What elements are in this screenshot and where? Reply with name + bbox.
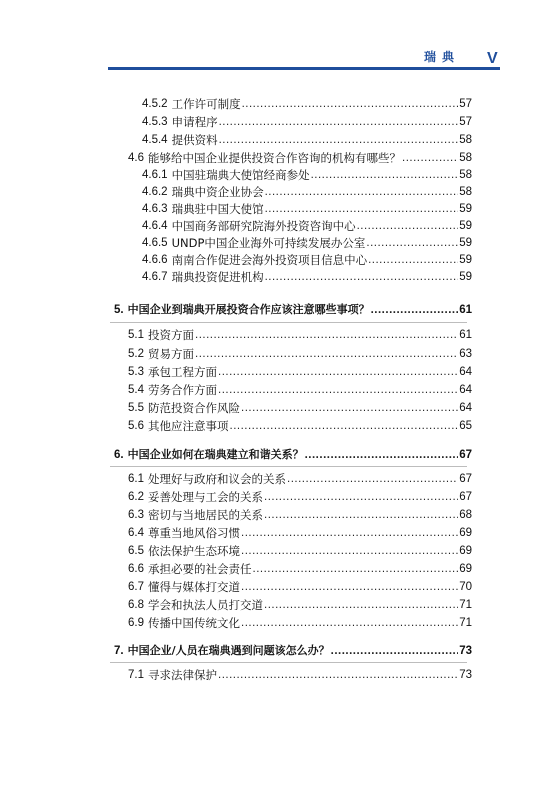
toc-entry-6-6[interactable] [128,560,472,576]
toc-number: 7.1 [128,669,144,681]
toc-number: 7. [114,645,124,657]
toc-entry-6-9[interactable] [128,614,472,630]
toc-entry-7-1[interactable] [128,666,472,682]
toc-title: 传播中国传统文化 [148,616,240,630]
toc-entry-5-2[interactable] [128,345,472,361]
toc-title: 贸易方面 [148,347,194,361]
toc-entry-4-6-6[interactable] [142,251,472,267]
toc-leader [230,419,459,433]
toc-number: 4.6 [128,152,144,164]
toc-number: 6.4 [128,527,144,539]
toc-page: 64 [459,402,472,414]
toc-number: 4.6.3 [142,203,168,215]
toc-entry-4-6-1[interactable] [142,166,472,182]
toc-leader [371,303,459,317]
toc-page: 59 [459,203,472,215]
toc-number: 4.6.6 [142,254,168,266]
toc-number: 4.6.7 [142,271,168,283]
toc-entry-6-3[interactable] [128,506,472,522]
toc-title: 投资方面 [148,328,194,342]
toc-leader [366,236,458,250]
toc-page: 67 [459,473,472,485]
toc-entry-4-6-3[interactable] [142,200,472,216]
toc-page: 67 [459,491,472,503]
toc-title: 瑞典投资促进机构 [171,270,264,284]
toc-page: 59 [459,237,472,249]
toc-leader [264,508,458,522]
toc-number: 4.6.4 [142,220,168,232]
toc-title: 瑞典驻中国大使馆 [171,202,264,216]
toc-title: 寻求法律保护 [148,668,217,682]
running-header-country: 瑞典 [424,50,461,64]
toc-entry-4-6-7[interactable] [142,268,472,284]
toc-leader [242,97,459,111]
toc-number: 5.4 [128,384,144,396]
toc-leader [195,347,458,361]
toc-page: 64 [459,384,472,396]
toc-leader [265,185,459,199]
toc-number: 5. [114,304,124,316]
toc-page: 69 [459,527,472,539]
toc-title: 能够给中国企业提供投资合作咨询的机构有哪些？ [148,151,401,165]
toc-leader [241,526,458,540]
toc-page: 58 [459,134,472,146]
toc-title: 中国企业到瑞典开展投资合作应该注意哪些事项？ [127,303,370,316]
toc-number: 6.6 [128,563,144,575]
running-header-page-number: V [487,50,498,67]
toc-page: 57 [459,98,472,110]
toc-page: 63 [459,348,472,360]
toc-title: 南南合作促进会海外投资项目信息中心 [171,253,368,267]
toc-number: 5.3 [128,366,144,378]
toc-title: 申请程序 [171,115,218,129]
toc-leader [264,598,458,612]
toc-title: 提供资料 [171,133,218,147]
toc-page: 57 [459,116,472,128]
toc-entry-6-7[interactable] [128,578,472,594]
section-divider [110,322,467,323]
toc-title: 工作许可制度 [171,97,241,111]
toc-leader [241,616,458,630]
toc-entry-6-4[interactable] [128,524,472,540]
toc-entry-5-4[interactable] [128,381,472,397]
toc-page: 71 [459,617,472,629]
toc-number: 6.9 [128,617,144,629]
toc-title: 中国商务部研究院海外投资咨询中心 [171,219,356,233]
toc-page: 58 [459,169,472,181]
toc-title: 中国驻瑞典大使馆经商参处 [171,168,310,182]
section-divider [110,662,467,663]
toc-leader [218,365,458,379]
toc-entry-5-3[interactable] [128,363,472,379]
toc-section-6[interactable] [114,446,472,462]
toc-page: 73 [459,669,472,681]
toc-entry-4-6[interactable] [128,149,472,165]
toc-leader [265,270,459,284]
toc-section-5[interactable] [114,301,472,317]
toc-page: 73 [459,645,472,657]
toc-entry-4-6-2[interactable] [142,183,472,199]
toc-title: 尊重当地风俗习惯 [148,526,240,540]
toc-number: 5.6 [128,420,144,432]
toc-section-7[interactable] [114,642,472,658]
toc-number: 4.5.4 [142,134,168,146]
toc-leader [368,253,458,267]
toc-entry-6-5[interactable] [128,542,472,558]
toc-entry-6-8[interactable] [128,596,472,612]
toc-title: 承包工程方面 [148,365,217,379]
toc-number: 6.2 [128,491,144,503]
toc-title: 密切与当地居民的关系 [148,508,263,522]
toc-leader [357,219,459,233]
toc-leader [264,490,458,504]
toc-entry-4-5-3[interactable] [142,113,472,129]
toc-leader [241,401,458,415]
toc-page: 59 [459,254,472,266]
toc-page: 61 [459,329,472,341]
toc-entry-4-6-4[interactable] [142,217,472,233]
toc-title: 防范投资合作风险 [148,401,240,415]
toc-entry-6-1[interactable] [128,470,472,486]
toc-leader [241,544,458,558]
toc-title: 学会和执法人员打交道 [148,598,263,612]
toc-page: 69 [459,563,472,575]
toc-title: UNDP中国企业海外可持续发展办公室 [171,236,366,250]
toc-leader [219,115,459,129]
toc-number: 6. [114,449,124,461]
toc-number: 5.5 [128,402,144,414]
toc-number: 6.1 [128,473,144,485]
toc-number: 6.5 [128,545,144,557]
toc-number: 5.2 [128,348,144,360]
toc-title: 劳务合作方面 [148,383,217,397]
toc-page: 59 [459,220,472,232]
toc-title: 瑞典中资企业协会 [171,185,264,199]
toc-title: 妥善处理与工会的关系 [148,490,263,504]
toc-title: 懂得与媒体打交道 [148,580,240,594]
toc-page: 65 [459,420,472,432]
section-divider [110,466,467,467]
toc-entry-6-2[interactable] [128,488,472,504]
toc-entry-4-6-5[interactable] [142,234,472,250]
toc-leader [241,580,458,594]
toc-leader [195,328,458,342]
toc-number: 4.5.3 [142,116,168,128]
toc-title: 依法保护生态环境 [148,544,240,558]
toc-number: 4.5.2 [142,98,168,110]
toc-page: 67 [459,449,472,461]
toc-entry-4-5-4[interactable] [142,131,472,147]
toc-entry-4-5-2[interactable] [142,95,472,111]
toc-page: 61 [459,304,472,316]
toc-title: 中国企业/人员在瑞典遇到问题该怎么办？ [127,644,330,657]
toc-leader [305,448,459,462]
toc-page: 58 [459,186,472,198]
toc-leader [402,151,458,165]
toc-title: 处理好与政府和议会的关系 [148,472,286,486]
toc-leader [253,562,459,576]
toc-number: 4.6.5 [142,237,168,249]
toc-leader [331,644,459,658]
toc-entry-5-6[interactable] [128,417,472,433]
toc-page: 71 [459,599,472,611]
toc-leader [265,202,459,216]
toc-page: 69 [459,545,472,557]
toc-leader [218,668,458,682]
toc-entry-5-5[interactable] [128,399,472,415]
toc-number: 6.8 [128,599,144,611]
toc-number: 4.6.2 [142,186,168,198]
toc-page: 58 [459,152,472,164]
toc-leader [311,168,459,182]
toc-leader [219,133,459,147]
toc-number: 4.6.1 [142,169,168,181]
toc-page: 68 [459,509,472,521]
toc-number: 5.1 [128,329,144,341]
toc-page: 59 [459,271,472,283]
toc-entry-5-1[interactable] [128,326,472,342]
toc-page: 64 [459,366,472,378]
toc-number: 6.3 [128,509,144,521]
toc-number: 6.7 [128,581,144,593]
toc-page: 70 [459,581,472,593]
toc-title: 承担必要的社会责任 [148,562,252,576]
header-rule [108,67,500,70]
toc-title: 中国企业如何在瑞典建立和谐关系？ [127,448,304,461]
toc-leader [218,383,458,397]
toc-title: 其他应注意事项 [148,419,229,433]
toc-leader [287,472,458,486]
